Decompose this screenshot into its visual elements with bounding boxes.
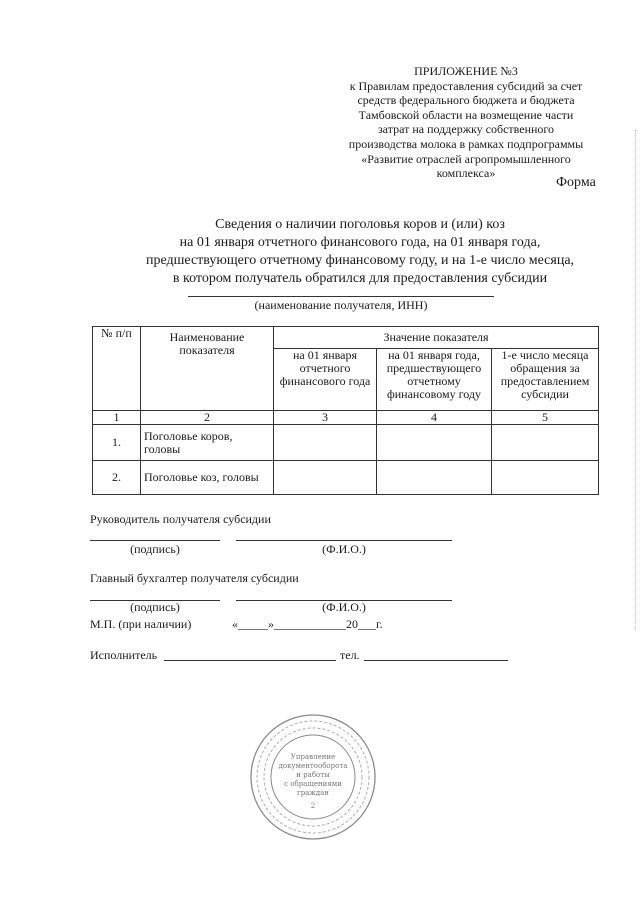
appendix-line: к Правилам предоставления субсидий за счет bbox=[349, 78, 583, 93]
header-value-group: Значение показателя bbox=[274, 327, 599, 349]
row-name: Поголовье коз, головы bbox=[141, 461, 274, 495]
row-num: 2. bbox=[93, 461, 141, 495]
title-line: на 01 января отчетного финансового года, на 01 января года, bbox=[179, 235, 541, 250]
head-fio-line[interactable] bbox=[236, 540, 452, 541]
executor-label: Исполнитель bbox=[90, 648, 158, 662]
header-col4: на 01 января года, предшествующего отчетному финансовому году bbox=[377, 349, 492, 411]
appendix-line: средств федерального бюджета и бюджета bbox=[357, 93, 575, 108]
fio-caption: (Ф.И.О.) bbox=[322, 600, 366, 614]
scan-edge-mark bbox=[633, 130, 636, 630]
row-value[interactable] bbox=[492, 461, 599, 495]
column-number: 2 bbox=[141, 411, 274, 425]
title-line: Сведения о наличии поголовья коров и (или) коз bbox=[215, 217, 505, 232]
title-line: в котором получатель обратился для предоставления субсидии bbox=[172, 271, 548, 286]
appendix-line: Тамбовской области на возмещение части bbox=[358, 107, 574, 122]
stamp-number: 2 bbox=[310, 802, 316, 810]
signature-caption: (подпись) bbox=[130, 542, 180, 556]
phone-label: тел. bbox=[340, 648, 360, 662]
column-number: 5 bbox=[492, 411, 599, 425]
fio-caption: (Ф.И.О.) bbox=[322, 542, 366, 556]
stamp-text: с обращениями bbox=[284, 780, 342, 788]
header-col3: на 01 января отчетного финансового года bbox=[274, 349, 377, 411]
title-line: предшествующего отчетному финансовому году, и на 1-е число месяца, bbox=[145, 253, 575, 268]
phone-line[interactable] bbox=[364, 660, 508, 661]
column-number: 1 bbox=[93, 411, 141, 425]
stamp-seal-icon bbox=[248, 712, 378, 842]
livestock-table bbox=[92, 326, 599, 495]
row-value[interactable] bbox=[377, 425, 492, 461]
recipient-caption: (наименование получателя, ИНН) bbox=[254, 298, 428, 312]
row-value[interactable] bbox=[492, 425, 599, 461]
signature-caption: (подпись) bbox=[130, 600, 180, 614]
recipient-name-line bbox=[188, 296, 494, 297]
column-number: 3 bbox=[274, 411, 377, 425]
stamp-text: Управление bbox=[290, 753, 336, 761]
head-signature-line[interactable] bbox=[90, 540, 220, 541]
appendix-title: ПРИЛОЖЕНИЕ №3 bbox=[414, 64, 518, 78]
form-label: Форма bbox=[556, 175, 596, 190]
header-name: Наименование показателя bbox=[141, 327, 274, 411]
table-row bbox=[93, 425, 599, 461]
appendix-line: затрат на поддержку собственного bbox=[377, 122, 555, 137]
chief-accountant-label: Главный бухгалтер получателя субсидии bbox=[90, 571, 299, 585]
executor-line[interactable] bbox=[164, 660, 336, 661]
column-number: 4 bbox=[377, 411, 492, 425]
header-col5: 1-е число месяца обращения за предоставлением субсидии bbox=[492, 349, 599, 411]
date-field[interactable]: «_____»____________20___г. bbox=[232, 617, 383, 631]
appendix-block bbox=[336, 64, 596, 181]
appendix-line: комплекса» bbox=[436, 166, 496, 181]
stamp-text: граждан bbox=[297, 789, 329, 797]
table-row bbox=[93, 461, 599, 495]
appendix-line: производства молока в рамках подпрограммы bbox=[348, 136, 584, 151]
row-num: 1. bbox=[93, 425, 141, 461]
row-value[interactable] bbox=[377, 461, 492, 495]
stamp-text: документооборота bbox=[278, 762, 348, 770]
stamp-label: М.П. (при наличии) bbox=[90, 617, 192, 631]
appendix-line: «Развитие отраслей агропромышленного bbox=[361, 151, 571, 166]
official-stamp bbox=[248, 712, 378, 842]
row-name: Поголовье коров, головы bbox=[141, 425, 274, 461]
row-value[interactable] bbox=[274, 461, 377, 495]
header-num: № п/п bbox=[93, 327, 141, 411]
row-value[interactable] bbox=[274, 425, 377, 461]
document-title bbox=[120, 216, 600, 288]
head-label: Руководитель получателя субсидии bbox=[90, 512, 271, 526]
stamp-text: и работы bbox=[296, 771, 330, 779]
